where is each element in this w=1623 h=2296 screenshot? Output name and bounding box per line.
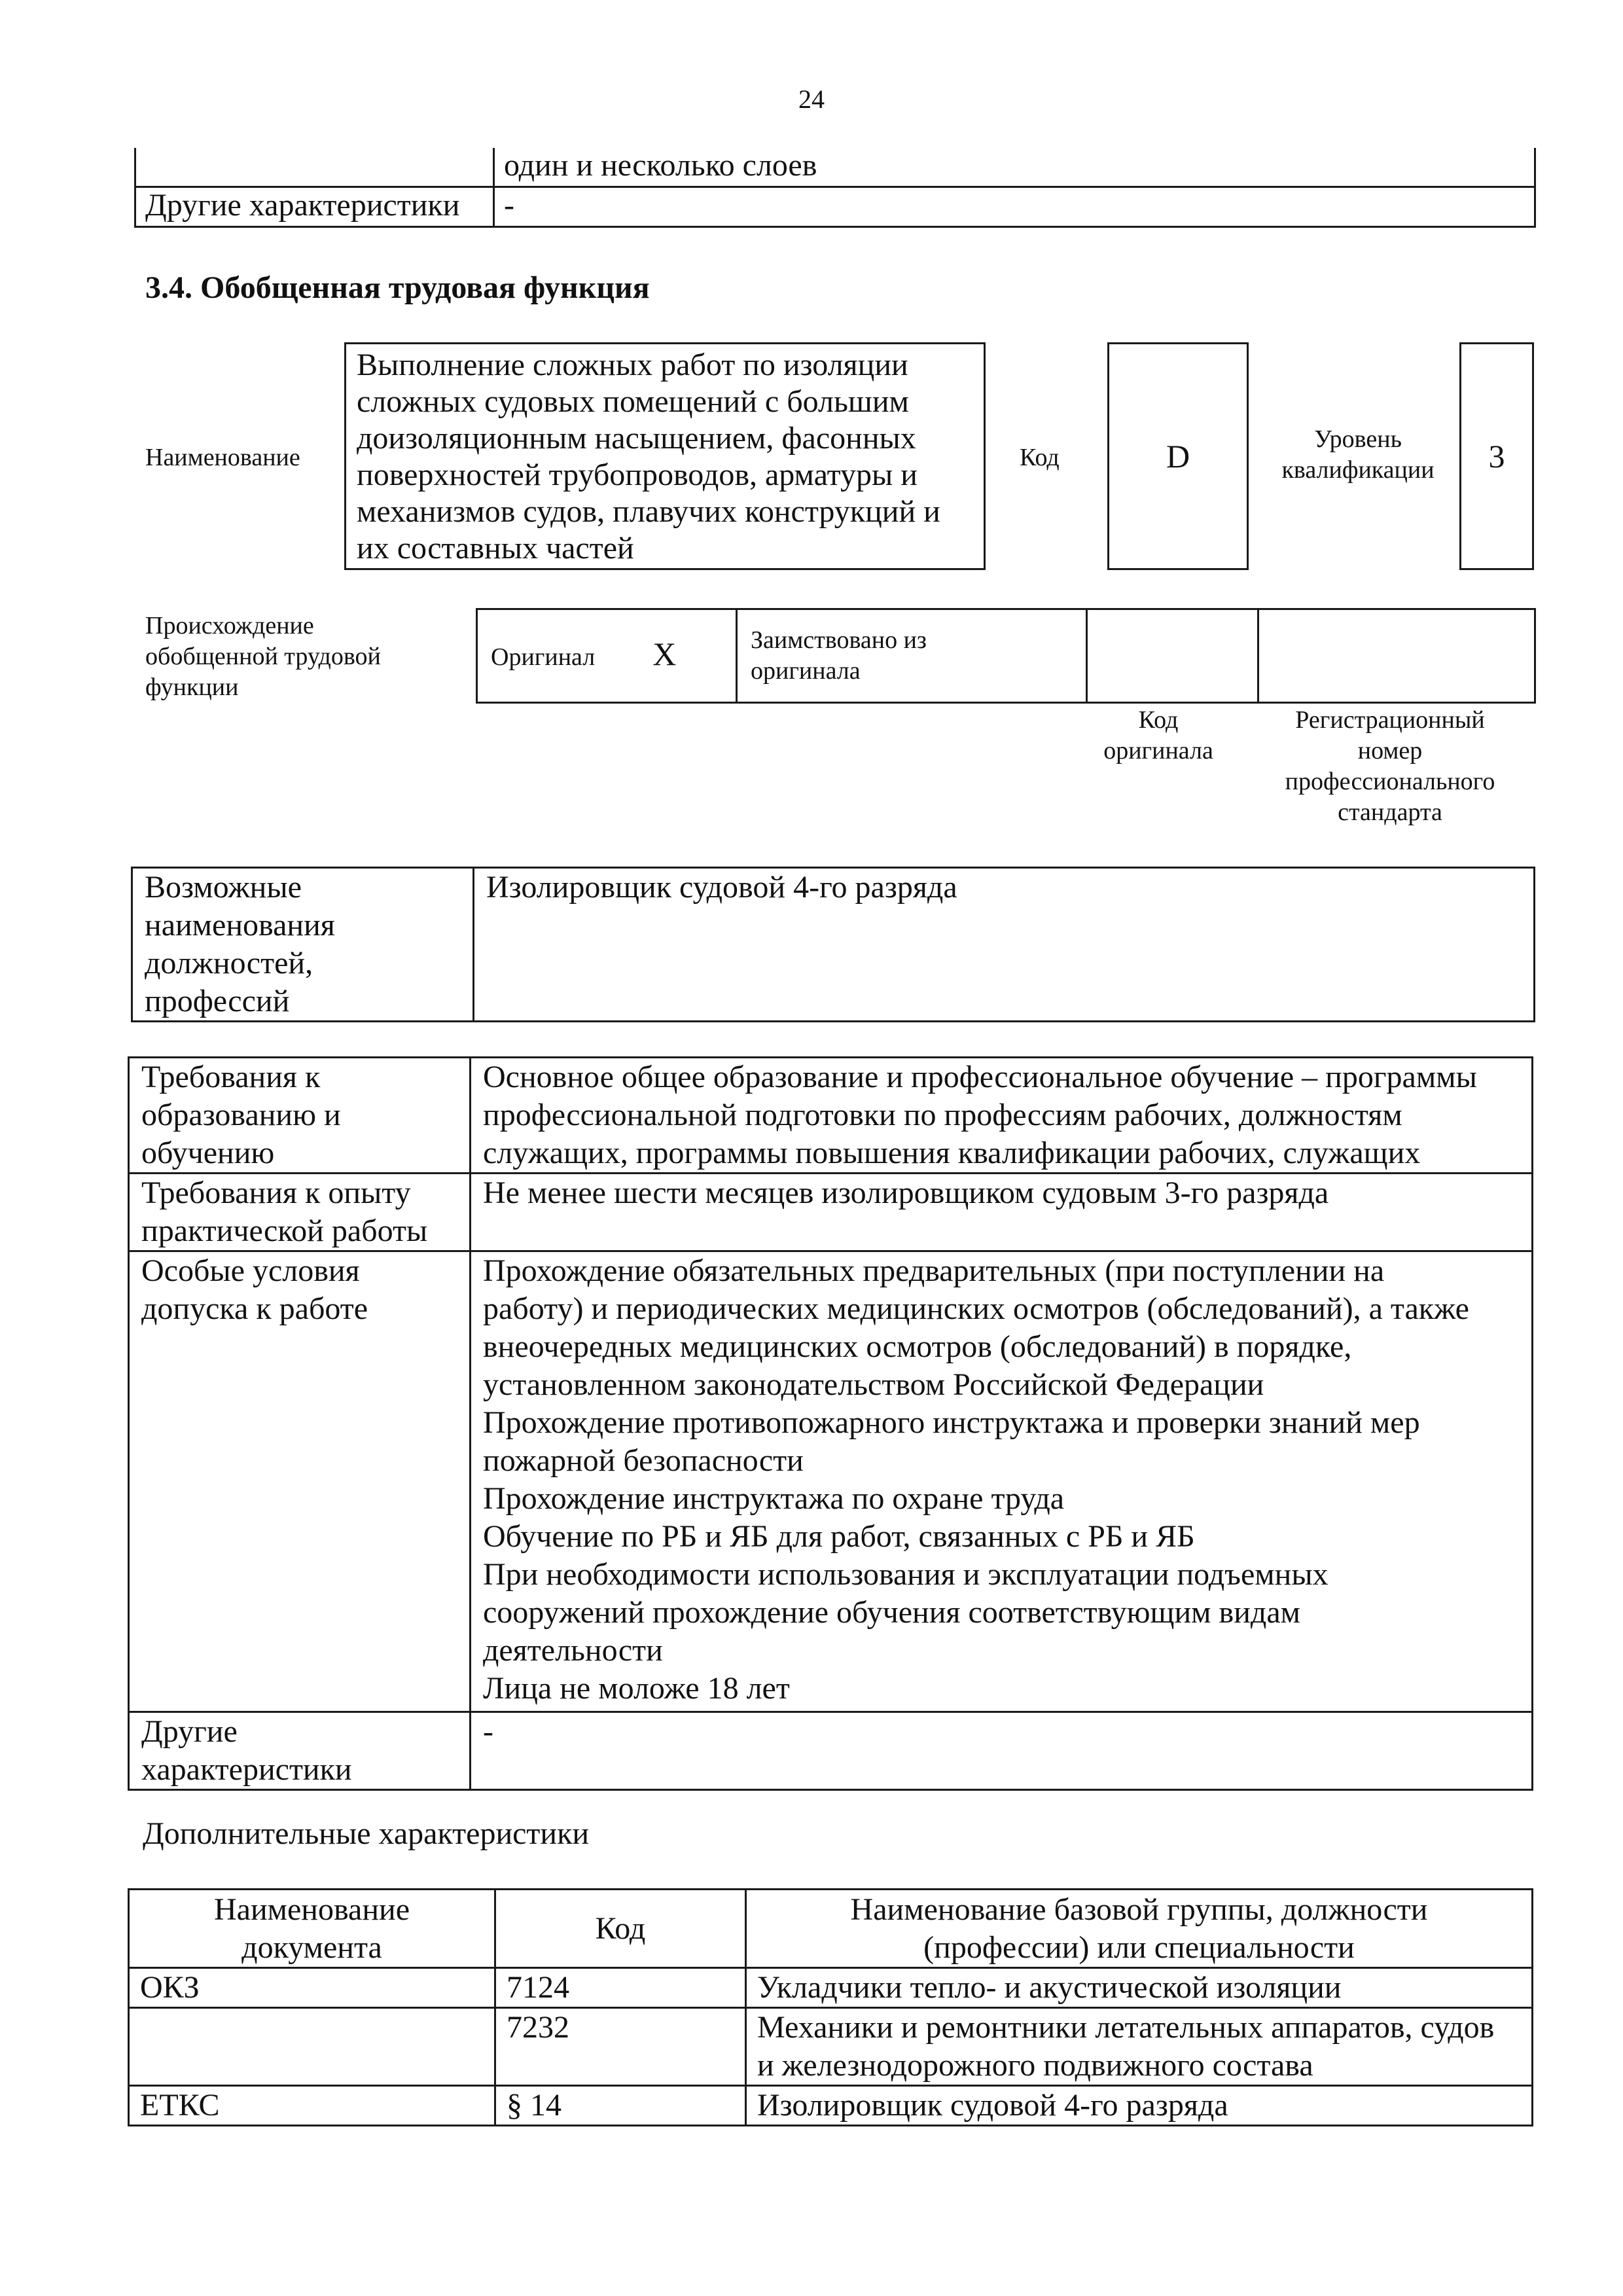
value-line: установленном законодательством Российской Федерации [483, 1367, 1264, 1402]
table-row [129, 1251, 1533, 1712]
table-cell: - [494, 187, 1535, 227]
origin-label-line: обобщенной трудовой [145, 643, 381, 670]
table-cell [471, 1251, 1533, 1712]
table-row [129, 2008, 1533, 2086]
original-cell [477, 609, 737, 703]
function-name-box [344, 342, 986, 570]
code-value-box [1107, 342, 1249, 570]
label-line: Особые условия [141, 1253, 360, 1288]
doc-cell: ОКЗ [129, 1968, 495, 2008]
value-line: Прохождение обязательных предварительных (при поступлении на [483, 1253, 1385, 1288]
value-line: профессиональной подготовки по профессиям рабочих, должностям [483, 1098, 1402, 1132]
value-line: Прохождение противопожарного инструктажа и проверки знаний мер [483, 1405, 1420, 1440]
table-cell-label [129, 1712, 471, 1790]
table-cell-label [129, 1251, 471, 1712]
caption-line: Код [1138, 706, 1179, 734]
table-cell: один и несколько слоев [494, 148, 1535, 187]
positions-table [131, 867, 1535, 1022]
section-heading: 3.4. Обобщенная трудовая функция [145, 270, 650, 305]
code-cell: 7232 [495, 2008, 746, 2086]
page-number: 24 [798, 84, 825, 114]
table-cell: Изолировщик судовой 4-го разряда [474, 868, 1535, 1022]
name-line: и железнодорожного подвижного состава [757, 2048, 1313, 2083]
header-cell: Код [495, 1890, 746, 1968]
label-line: должностей, [145, 946, 313, 980]
level-value-box [1459, 342, 1534, 570]
label-line: допуска к работе [141, 1291, 368, 1326]
level-label-line: квалификации [1281, 456, 1435, 484]
table-cell: Не менее шести месяцев изолировщиком судовым 3-го разряда [471, 1174, 1533, 1251]
table-row [135, 187, 1535, 227]
table-row [129, 2086, 1533, 2126]
value-line: Обучение по РБ и ЯБ для работ, связанных с РБ и ЯБ [483, 1519, 1195, 1554]
reg-number-cell [1258, 609, 1535, 703]
origin-label-line: Происхождение [145, 612, 314, 639]
table-row [129, 1968, 1533, 2008]
header-cell [746, 1890, 1533, 1968]
table-row [132, 868, 1535, 1022]
name-cell [746, 1968, 1533, 2008]
function-name-line: доизоляционным насыщением, фасонных [357, 421, 916, 456]
table-cell-label: Другие характеристики [135, 187, 494, 227]
caption-line: номер [1357, 737, 1423, 764]
level-value: 3 [1488, 438, 1505, 475]
value-line: Лица не моложе 18 лет [483, 1671, 790, 1706]
name-line: Укладчики тепло- и акустической изоляции [757, 1970, 1342, 2005]
additional-table [128, 1888, 1533, 2126]
label-line: Требования к опыту [141, 1175, 411, 1210]
doc-cell [129, 2008, 495, 2086]
function-name-line: их составных частей [357, 531, 634, 565]
table-cell-label [132, 868, 474, 1022]
code-cell: § 14 [495, 2086, 746, 2126]
origin-label [145, 611, 433, 703]
table-row [129, 1174, 1533, 1251]
reg-number-caption [1246, 705, 1534, 828]
name-label: Наименование [145, 444, 300, 471]
original-code-caption [1073, 705, 1243, 766]
value-line: внеочередных медицинских осмотров (обследований) в порядке, [483, 1329, 1352, 1364]
label-line: наименования [145, 908, 335, 942]
original-mark: X [652, 636, 677, 672]
borrowed-cell [737, 609, 1087, 703]
value-line: При необходимости использования и эксплуатации подъемных [483, 1557, 1329, 1592]
continuation-table [134, 148, 1536, 228]
original-code-cell [1087, 609, 1258, 703]
label-line: практической работы [141, 1213, 428, 1248]
code-label: Код [1020, 444, 1060, 471]
name-line: Механики и ремонтники летательных аппаратов, судов [757, 2010, 1495, 2045]
table-row [135, 148, 1535, 187]
function-name-line: Выполнение сложных работ по изоляции [357, 348, 908, 382]
header-cell [129, 1890, 495, 1968]
table-header-row [129, 1890, 1533, 1968]
table-row [129, 1712, 1533, 1790]
value-line: Прохождение инструктажа по охране труда [483, 1481, 1065, 1516]
value-line: деятельности [483, 1633, 663, 1668]
table-cell: - [471, 1712, 1533, 1790]
header-line: Наименование [213, 1892, 410, 1927]
requirements-table [128, 1056, 1533, 1791]
name-cell [746, 2008, 1533, 2086]
table-row [477, 609, 1535, 703]
borrowed-line: Заимствовано из [751, 626, 927, 654]
label-line: образованию и [141, 1098, 341, 1132]
caption-line: оригинала [1103, 737, 1213, 764]
table-cell-label [129, 1058, 471, 1174]
name-line: Изолировщик судовой 4-го разряда [757, 2088, 1228, 2123]
original-label: Оригинал [491, 643, 596, 671]
table-cell [135, 148, 494, 187]
additional-title: Дополнительные характеристики [143, 1816, 590, 1851]
level-label-line: Уровень [1314, 425, 1402, 453]
label-line: Другие [141, 1714, 238, 1749]
value-line: сооружений прохождение обучения соответствующим видам [483, 1595, 1301, 1630]
value-line: работу) и периодических медицинских осмотров (обследований), а также [483, 1291, 1469, 1326]
function-name-line: сложных судовых помещений с большим [357, 384, 909, 419]
function-name-line: механизмов судов, плавучих конструкций и [357, 494, 940, 529]
origin-label-line: функции [145, 673, 239, 701]
caption-line: Регистрационный [1295, 706, 1485, 734]
borrowed-line: оригинала [751, 657, 861, 685]
header-line: (профессии) или специальности [923, 1929, 1355, 1965]
caption-line: стандарта [1338, 798, 1442, 826]
value-line: Основное общее образование и профессиональное обучение – программы [483, 1060, 1477, 1094]
header-line: документа [241, 1929, 382, 1965]
doc-cell: ЕТКС [129, 2086, 495, 2126]
label-line: обучению [141, 1136, 275, 1170]
label-line: профессий [145, 984, 290, 1018]
value-line: служащих, программы повышения квалификации рабочих, служащих [483, 1136, 1421, 1170]
function-name-line: поверхностей трубопроводов, арматуры и [357, 457, 918, 492]
name-cell [746, 2086, 1533, 2126]
table-cell [471, 1058, 1533, 1174]
header-line: Наименование базовой группы, должности [850, 1892, 1428, 1927]
value-line: пожарной безопасности [483, 1443, 804, 1478]
table-cell-label [129, 1174, 471, 1251]
origin-table [476, 608, 1536, 704]
level-label [1263, 424, 1453, 486]
table-row [129, 1058, 1533, 1174]
label-line: Возможные [145, 870, 302, 905]
caption-line: профессионального [1285, 768, 1495, 795]
label-line: характеристики [141, 1752, 352, 1787]
label-line: Требования к [141, 1060, 321, 1094]
code-value: D [1166, 438, 1190, 475]
code-cell: 7124 [495, 1968, 746, 2008]
